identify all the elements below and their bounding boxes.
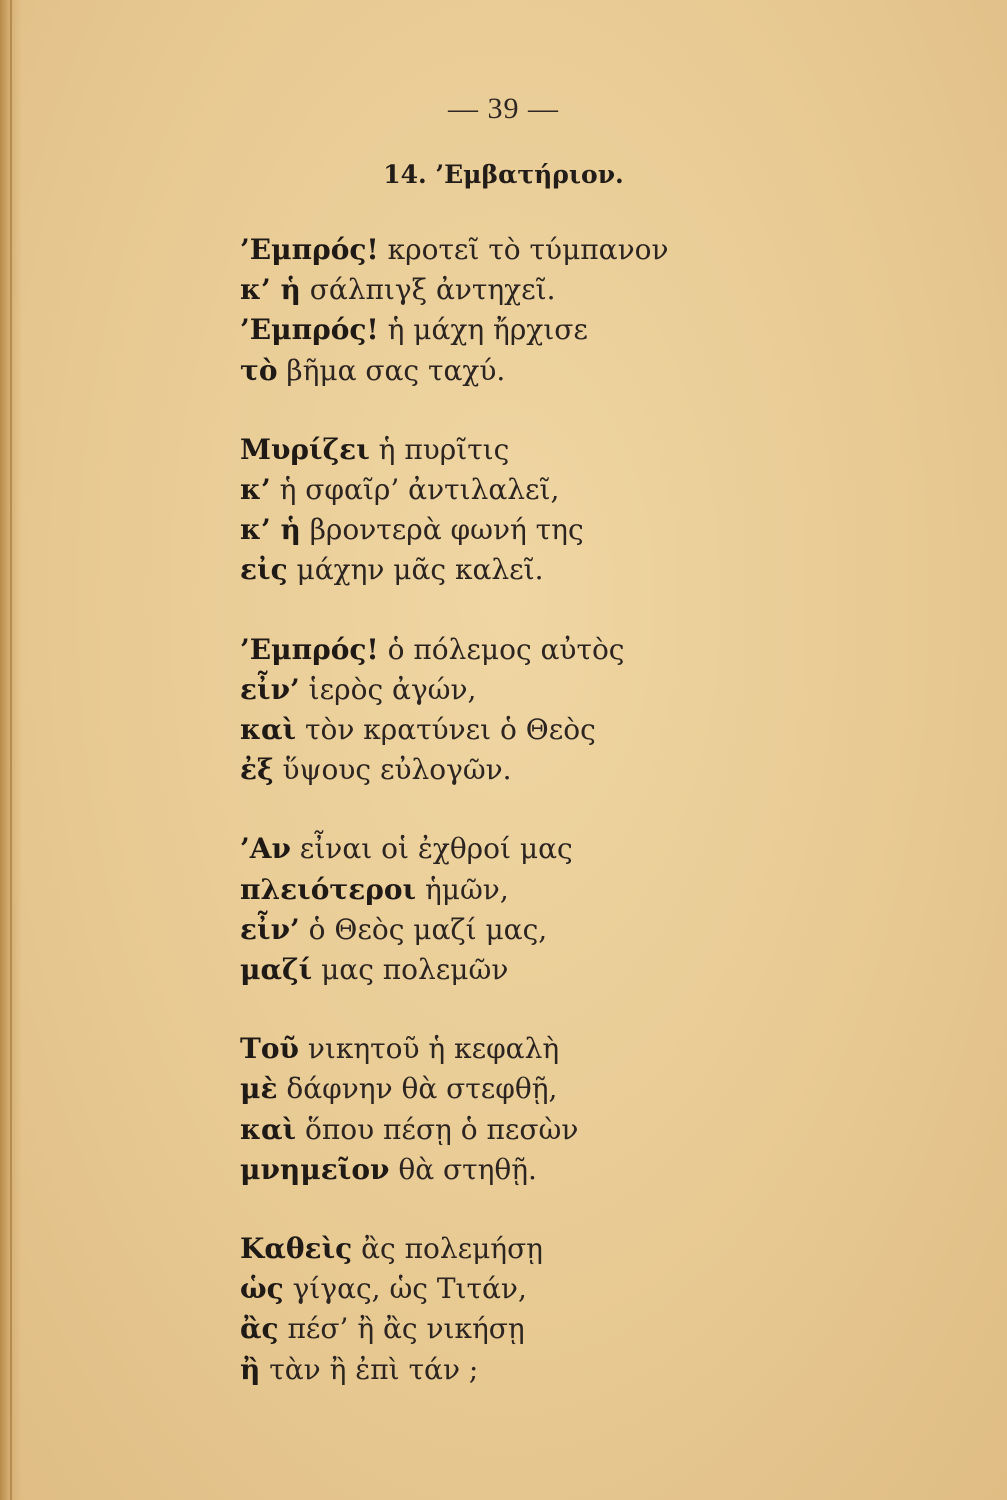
line-text: ἡ πυρῖτις [369,432,510,466]
line-initial-word: τὸ [240,353,278,387]
line-initial-word: Μυρίζει [240,432,370,466]
line-initial-word: ’Εμπρός! [240,233,379,266]
line-initial-word: καὶ [240,1112,297,1146]
line-initial-word: μνημεῖον [240,1152,390,1186]
line-initial-word: κ’ ἡ [240,513,301,547]
line-text: ὅπου πέσῃ ὁ πεσὼν [296,1112,579,1146]
stanza-5 [240,1029,940,1190]
verse-line [240,670,940,710]
stanza-3 [240,630,940,791]
line-initial-word: ’Εμπρός! [240,632,379,666]
line-text: ἱερὸς ἀγών, [299,672,477,706]
verse-line [240,470,940,510]
line-initial-word: ἂς [240,1312,279,1346]
stanza-2 [240,430,940,591]
stanza-4 [240,829,940,990]
line-initial-word: ’Εμπρός! [240,313,379,347]
line-text: γίγας, ὡς Τιτάν, [283,1272,527,1306]
stanza-6 [240,1229,940,1390]
poem-title: 14. ’Εμβατήριον. [383,160,624,189]
verse-line [240,870,940,910]
line-text: δάφνην θὰ στεφθῇ, [277,1072,558,1106]
verse-line [240,710,940,750]
line-text: ὕψους εὐλογῶν. [273,753,512,787]
verse-line [240,510,940,550]
verse-line [240,1150,940,1190]
verse-line [240,550,940,590]
line-initial-word: ἢ [240,1352,261,1386]
verse-line [240,1029,940,1069]
page-fold-line [10,0,12,1500]
line-initial-word: ὡς [240,1272,284,1306]
verse-line [240,950,940,990]
line-initial-word: εἰς [240,553,288,587]
stanza-1 [240,230,940,391]
verse-line [240,1350,940,1390]
poem-body [240,230,940,1390]
verse-line [240,829,940,869]
verse-line [240,351,940,391]
line-text: εἶναι οἱ ἐχθροί μας [290,832,573,866]
verse-line [240,1069,940,1109]
line-text: μάχην μᾶς καλεῖ. [287,553,544,587]
line-text: ἡ σφαῖρ’ ἀντιλαλεῖ, [270,473,560,507]
line-text: ἂς πολεμήσῃ [352,1232,543,1266]
verse-line [240,630,940,670]
line-text: ἡ μάχη ἤρχισε [378,313,588,347]
line-text: μας πολεμῶν [312,953,509,987]
line-initial-word: κ’ [240,473,271,507]
line-initial-word: καὶ [240,713,297,747]
verse-line [240,910,940,950]
line-text: σάλπιγξ ἀντηχεῖ. [300,273,556,307]
line-initial-word: Καθεὶς [240,1232,353,1266]
verse-line [240,1309,940,1349]
line-text: τὸν κρατύνει ὁ Θεὸς [296,713,596,747]
line-text: ἡμῶν, [416,872,509,906]
verse-line [240,430,940,470]
verse-line [240,1229,940,1269]
verse-line [240,1269,940,1309]
verse-line [240,270,940,310]
line-text: ὁ Θεὸς μαζί μας, [299,912,548,946]
line-text: πέσ’ ἢ ἂς νικήσῃ [278,1312,525,1346]
line-text: θὰ στηθῇ. [389,1152,537,1186]
line-initial-word: μὲ [240,1072,278,1106]
line-text: βροντερὰ φωνή της [300,513,584,547]
verse-line [240,310,940,350]
line-initial-word: κ’ ἡ [240,273,301,307]
verse-line [240,1110,940,1150]
line-initial-word: πλειότεροι [240,872,417,906]
line-text: βῆμα σας ταχύ. [277,353,506,387]
line-text: νικητοῦ ἡ κεφαλὴ [298,1032,560,1066]
verse-line [240,230,940,270]
line-initial-word: ’Αν [240,832,291,866]
line-text: ὁ πόλεμος αὐτὸς [378,632,625,666]
line-initial-word: Τοῦ [240,1032,299,1066]
line-initial-word: μαζί [240,953,313,987]
page-number: — 39 — [448,92,559,125]
line-initial-word: εἶν’ [240,672,300,706]
line-initial-word: εἶν’ [240,912,300,946]
verse-line [240,750,940,790]
line-text: τὰν ἢ ἐπὶ τάν ; [260,1352,479,1386]
line-initial-word: ἐξ [240,753,274,787]
line-text: κροτεῖ τὸ τύμπανον [378,233,669,266]
